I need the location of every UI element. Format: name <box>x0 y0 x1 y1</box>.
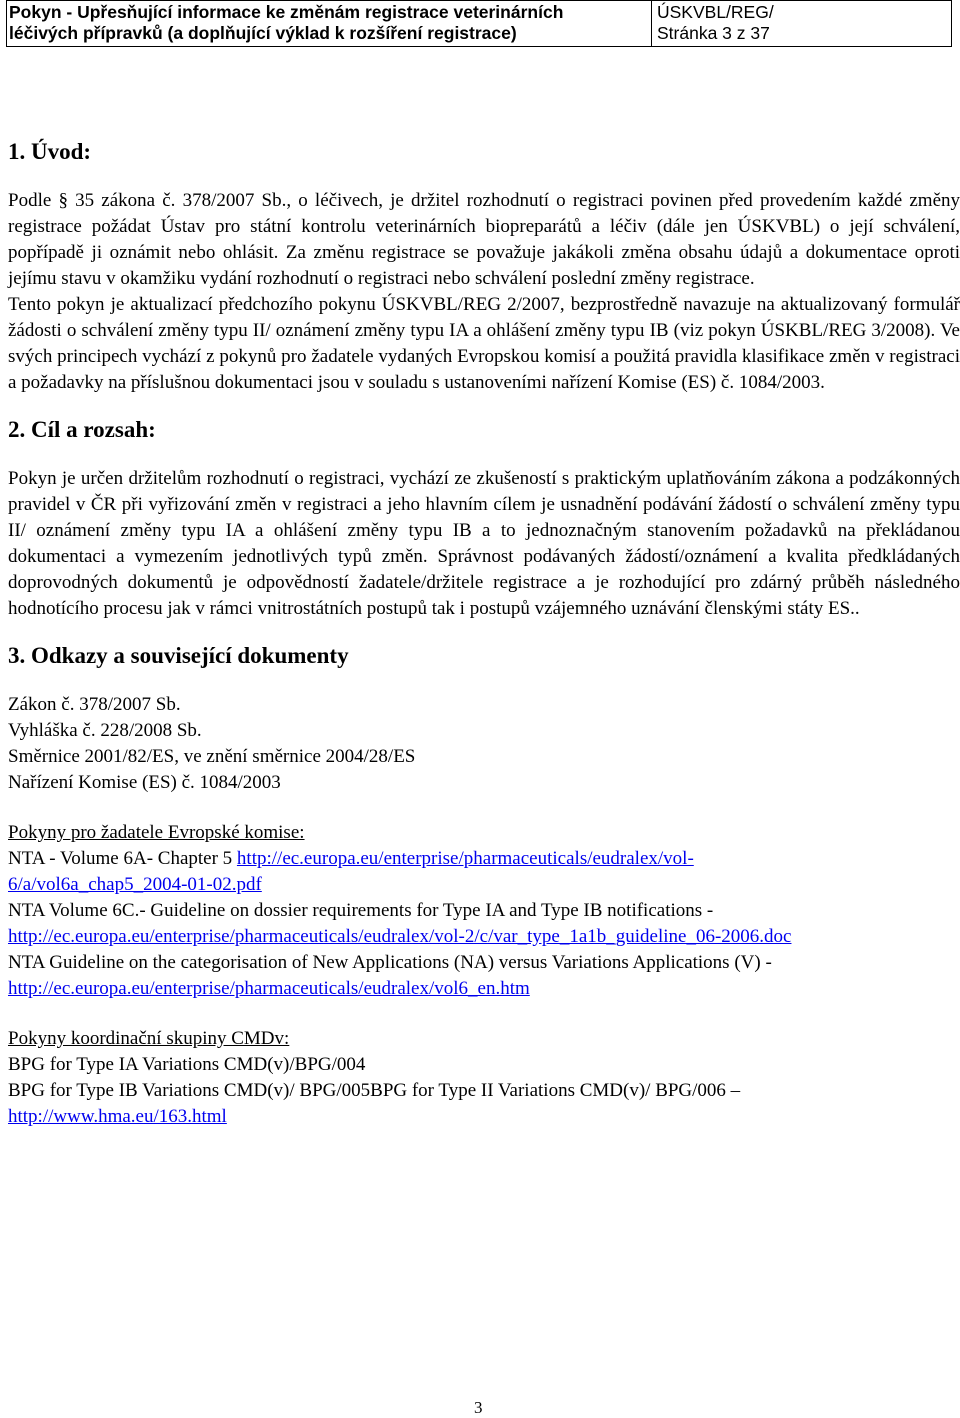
section1-heading: 1. Úvod: <box>8 139 92 164</box>
nta2-link[interactable]: http://ec.europa.eu/enterprise/pharmaceuticals/eudralex/vol-2/c/var_type_1a1b_guideline_06-2006.doc <box>8 926 792 947</box>
reference-item: Zákon č. 378/2007 Sb. <box>8 694 181 715</box>
nta3-label: NTA Guideline on the categorisation of New Applications (NA) versus Variations Applications (V) - <box>8 952 772 973</box>
cmdv-heading: Pokyny koordinační skupiny CMDv: <box>8 1028 290 1049</box>
nta1-link-part2[interactable]: 6/a/vol6a_chap5_2004-01-02.pdf <box>8 874 262 895</box>
section3-heading: 3. Odkazy a související dokumenty <box>8 643 349 668</box>
header-title-line2: léčivých přípravků (a doplňující výklad k rozšíření registrace) <box>9 23 517 43</box>
header-doc-code: ÚSKVBL/REG/ <box>657 2 774 22</box>
bpg-link[interactable]: http://www.hma.eu/163.html <box>8 1106 227 1127</box>
section2-heading: 2. Cíl a rozsah: <box>8 417 156 442</box>
nta3-link[interactable]: http://ec.europa.eu/enterprise/pharmaceuticals/eudralex/vol6_en.htm <box>8 978 530 999</box>
page-body <box>8 138 960 1130</box>
header-meta-cell <box>652 1 951 46</box>
nta1-entry <box>8 846 960 872</box>
reference-item: Vyhláška č. 228/2008 Sb. <box>8 720 202 741</box>
reference-item: Směrnice 2001/82/ES, ve znění směrnice 2004/28/ES <box>8 746 416 767</box>
reference-item: Nařízení Komise (ES) č. 1084/2003 <box>8 772 281 793</box>
section2-paragraph1: Pokyn je určen držitelům rozhodnutí o registraci, vychází ze zkušeností s praktickým uplatňováním zákona a podzákonných pravidel v ČR při vyřizování změn v registraci a jeho hlavním cílem je usnadnění podávání žádostí o schválení změny typu II/ oznámení změny typu IA a ohlášení změny typu IB a to jednoznačným stanovením požadavků na překládanou dokumentaci a vymezením jednotlivých typů změn. Správnost podávaných žádostí/oznámení a kvalita předkládaných doprovodných dokumentů je odpovědností žadatele/držitele registrace a je rozhodující pro zdárný průběh následného hodnotícího procesu jak v rámci vnitrostátních postupů tak i postupů vzájemného uznávání členskými státy ES.. <box>8 468 960 619</box>
bpg-entry-2: BPG for Type IB Variations CMD(v)/ BPG/005BPG for Type II Variations CMD(v)/ BPG/006 – <box>8 1080 741 1101</box>
nta1-link-part1[interactable]: http://ec.europa.eu/enterprise/pharmaceuticals/eudralex/vol- <box>236 848 694 869</box>
section1-paragraph2: Tento pokyn je aktualizací předchozího pokynu ÚSKVBL/REG 2/2007, bezprostředně navazuje na aktualizovaný formulář žádosti o schválení změny typu II/ oznámení změny typu IA a ohlášení změny typu IB (viz pokyn ÚSKBL/REG 3/2008). Ve svých principech vychází z pokynů pro žadatele vydaných Evropskou komisí a použitá pravidla klasifikace změn v registraci a požadavky na příslušnou dokumentaci jsou v souladu s ustanoveními nařízení Komise (ES) č. 1084/2003. <box>8 294 960 393</box>
reference-list <box>8 692 960 796</box>
nta2-label: NTA Volume 6C.- Guideline on dossier requirements for Type IA and Type IB notifications - <box>8 900 714 921</box>
header-title-cell <box>7 1 652 46</box>
nta1-label: NTA - Volume 6A- Chapter 5 <box>8 848 237 869</box>
section1-paragraph1: Podle § 35 zákona č. 378/2007 Sb., o léčivech, je držitel rozhodnutí o registraci povinen před provedením každé změny registrace požádat Ústav pro státní kontrolu veterinárních biopreparátů a léčiv (dále jen ÚSKVBL) o její schválení, popřípadě ji oznámit nebo ohlásit. Za změnu registrace se považuje jakákoli změna obsahu údajů a dokumentace oproti jejímu stavu v okamžiku vydání rozhodnutí o registraci nebo schválení poslední změny registrace. <box>8 190 960 289</box>
bpg-entry-1: BPG for Type IA Variations CMD(v)/BPG/004 <box>8 1054 366 1075</box>
page-number: 3 <box>474 1398 483 1417</box>
header-title-line1: Pokyn - Upřesňující informace ke změnám registrace veterinárních <box>9 2 564 22</box>
ec-guidelines-heading: Pokyny pro žadatele Evropské komise: <box>8 822 305 843</box>
header-page-label: Stránka 3 z 37 <box>657 23 770 43</box>
document-header <box>6 0 952 47</box>
